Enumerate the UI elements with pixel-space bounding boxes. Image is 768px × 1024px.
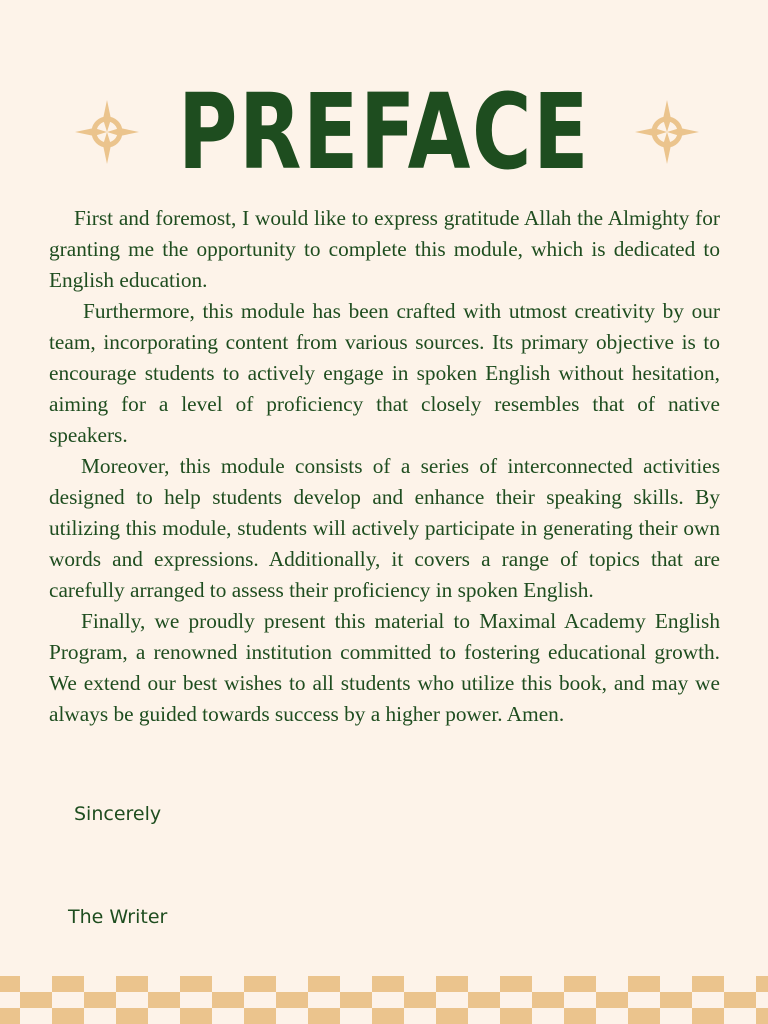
checker-cell	[116, 976, 148, 992]
checker-cell	[308, 1008, 340, 1024]
checker-cell	[436, 976, 468, 992]
checker-cell	[116, 1008, 148, 1024]
checker-cell	[180, 976, 212, 992]
checker-cell	[404, 992, 436, 1008]
checker-cell	[468, 992, 500, 1008]
checker-cell	[724, 992, 756, 1008]
checker-cell	[372, 1008, 404, 1024]
checker-cell	[244, 976, 276, 992]
checker-cell	[148, 992, 180, 1008]
checker-cell	[372, 976, 404, 992]
checker-cell	[756, 1008, 768, 1024]
page-title: PREFACE	[177, 71, 591, 193]
checker-cell	[660, 992, 692, 1008]
paragraph-gratitude: First and foremost, I would like to express gratitude Allah the Almighty for granting me the opportunity to complete this module, which is dedicated to English education.	[49, 206, 720, 292]
paragraph-dedication: Finally, we proudly present this material to Maximal Academy English Program, a renowned institution committed to fostering educational growth. We extend our best wishes to all students who utilize this book, and may we always be guided towards success by a higher power. Amen.	[49, 609, 720, 726]
checker-cell	[308, 976, 340, 992]
checker-cell	[340, 992, 372, 1008]
checker-cell	[692, 976, 724, 992]
signature-name: The Writer	[68, 906, 168, 928]
checker-cell	[596, 992, 628, 1008]
closing-salutation: Sincerely	[74, 803, 162, 825]
paragraph-module-activities: Moreover, this module consists of a series of interconnected activities designed to help students develop and enhance their speaking skills. By utilizing this module, students will actively participate in generating their own words and expressions. Additionally, it covers a range of topics that are carefully arranged to assess their proficiency in spoken English.	[49, 454, 720, 602]
checker-cell	[756, 976, 768, 992]
right-star-ornament-icon	[634, 99, 700, 165]
checkerboard-border	[0, 976, 768, 1024]
checker-cell	[0, 976, 20, 992]
paragraph-module-purpose: Furthermore, this module has been crafted with utmost creativity by our team, incorporating content from various sources. Its primary objective is to encourage students to actively engage in spoken English without hesitation, aiming for a level of proficiency that closely resembles that of native speakers.	[49, 299, 720, 447]
checker-cell	[84, 992, 116, 1008]
checker-cell	[500, 1008, 532, 1024]
checker-cell	[52, 1008, 84, 1024]
preface-body	[49, 203, 720, 730]
checker-cell	[532, 992, 564, 1008]
checker-cell	[20, 992, 52, 1008]
checker-cell	[628, 976, 660, 992]
checker-cell	[628, 1008, 660, 1024]
checker-cell	[0, 1008, 20, 1024]
left-star-ornament-icon	[74, 99, 140, 165]
checker-cell	[212, 992, 244, 1008]
checker-cell	[52, 976, 84, 992]
checker-cell	[244, 1008, 276, 1024]
checker-cell	[436, 1008, 468, 1024]
checker-cell	[180, 1008, 212, 1024]
checker-cell	[692, 1008, 724, 1024]
checker-cell	[564, 1008, 596, 1024]
checker-cell	[564, 976, 596, 992]
checker-cell	[500, 976, 532, 992]
checker-cell	[276, 992, 308, 1008]
